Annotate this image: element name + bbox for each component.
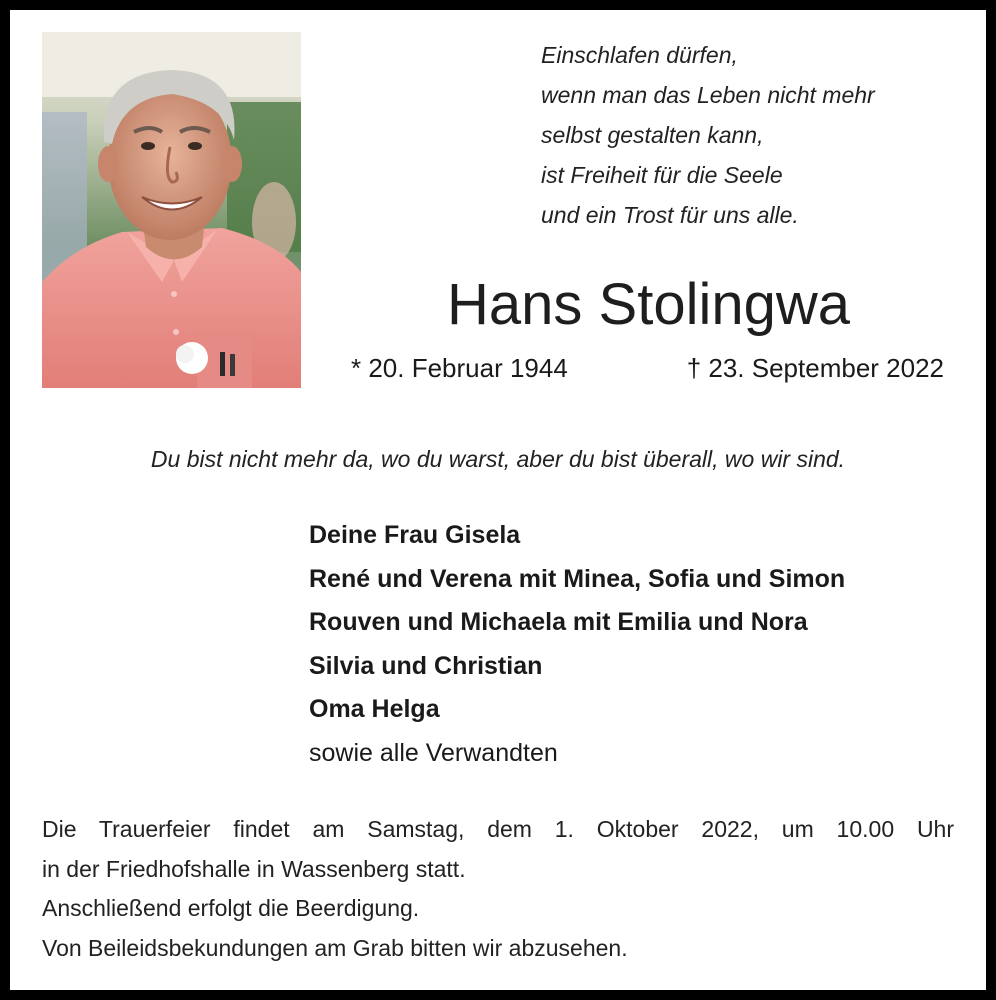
poem-line: und ein Trost für uns alle.: [541, 202, 799, 228]
poem-line: Einschlafen dürfen,: [541, 42, 738, 68]
family-member-line: Oma Helga: [309, 695, 440, 723]
service-info: [42, 810, 954, 968]
service-line: Anschließend erfolgt die Beerdigung.: [42, 895, 420, 921]
death-date: † 23. September 2022: [686, 353, 944, 383]
family-list: [309, 514, 979, 775]
relatives-line: sowie alle Verwandten: [309, 738, 558, 767]
portrait-photo: [42, 32, 301, 388]
birth-date: * 20. Februar 1944: [351, 353, 568, 383]
family-member-line: Rouven und Michaela mit Emilia und Nora: [309, 608, 808, 636]
poem-line: wenn man das Leben nicht mehr: [541, 82, 875, 108]
obituary-card: [10, 10, 986, 990]
service-line: in der Friedhofshalle in Wassenberg statt.: [42, 855, 466, 882]
family-member-line: Silvia und Christian: [309, 651, 543, 680]
poem: [541, 35, 971, 235]
service-line: Die Trauerfeier findet am Samstag, dem 1. Oktober 2022, um 10.00 Uhr: [42, 816, 954, 842]
poem-line: ist Freiheit für die Seele: [541, 162, 783, 188]
memorial-quote: Du bist nicht mehr da, wo du warst, aber du bist überall, wo wir sind.: [150, 446, 846, 472]
poem-line: selbst gestalten kann,: [541, 122, 764, 148]
deceased-name: Hans Stolingwa: [447, 272, 850, 337]
family-member-line: René und Verena mit Minea, Sofia und Simon: [309, 564, 846, 593]
service-line: Von Beileidsbekundungen am Grab bitten wir abzusehen.: [42, 934, 628, 961]
family-member-line: Deine Frau Gisela: [309, 521, 521, 549]
